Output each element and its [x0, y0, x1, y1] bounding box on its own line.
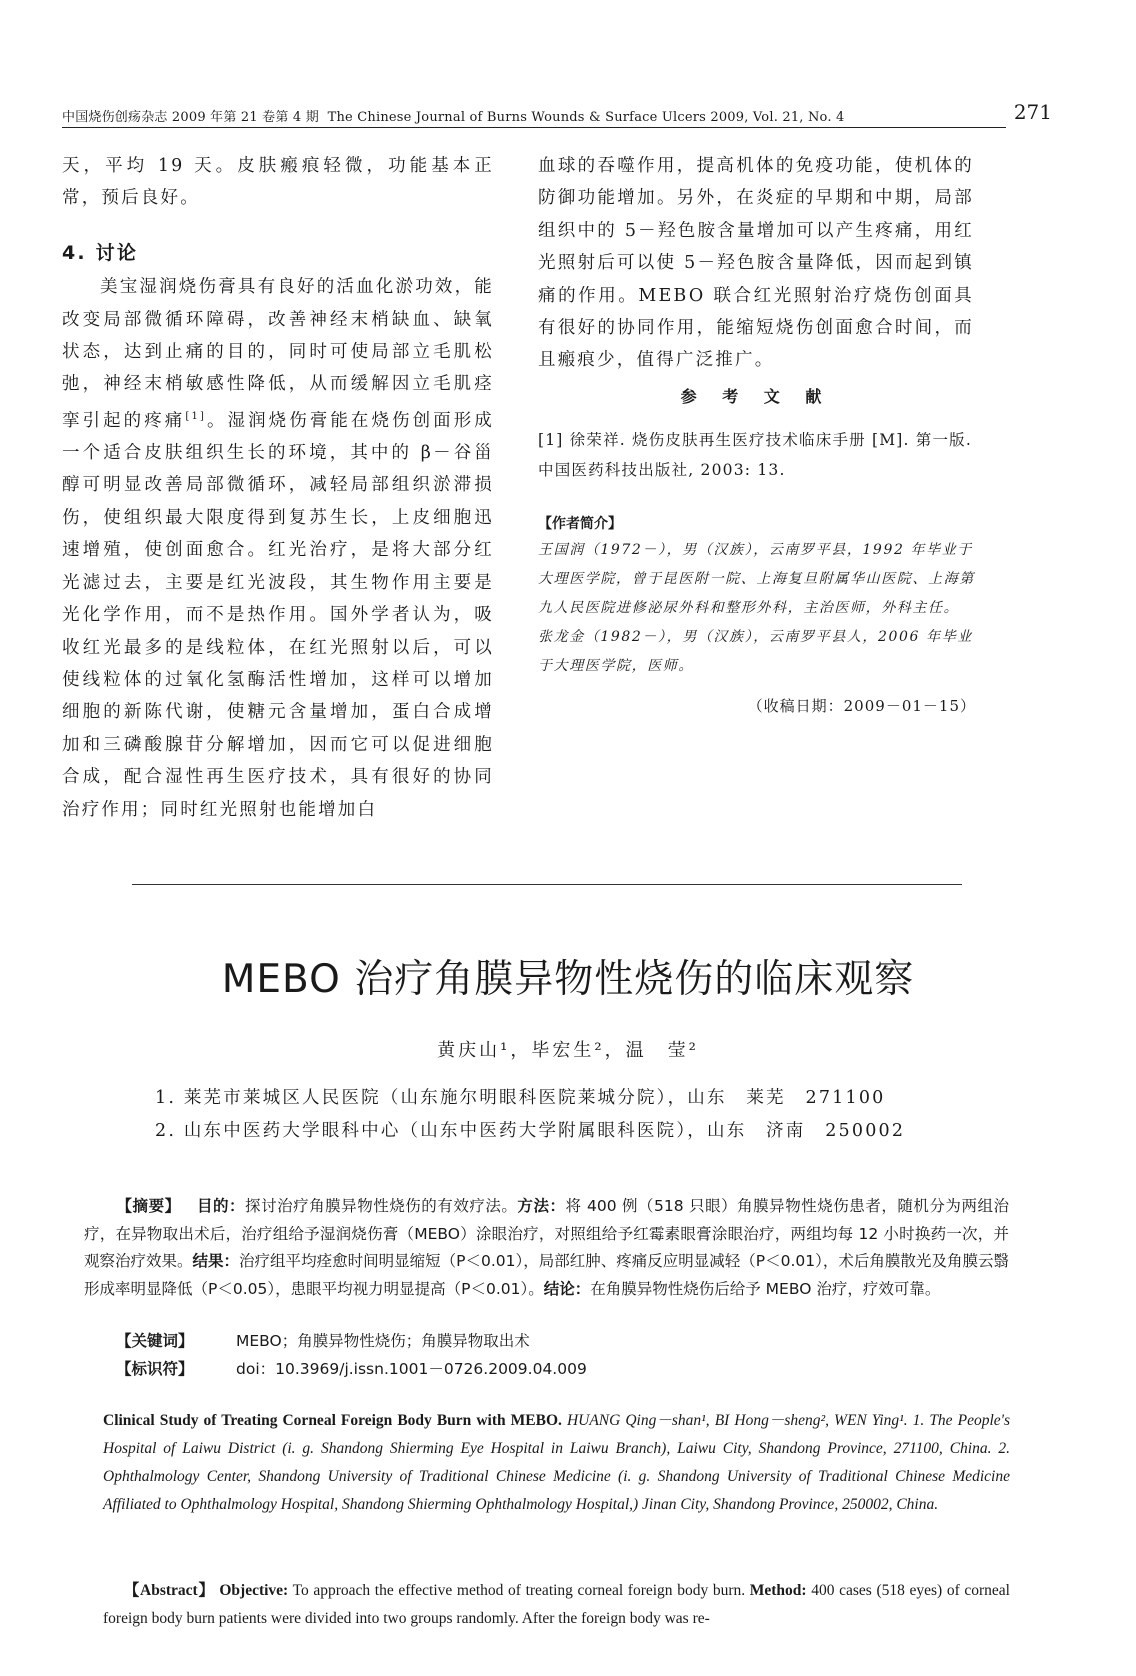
- discussion-text-2: 。湿润烧伤膏能在烧伤创面形成一个适合皮肤组织生长的环境，其中的 β－谷甾醇可明显改善局部微循环，减轻局部组织淤滞损伤，使组织最大限度得到复苏生长，上皮细胞迅速增殖，使创面愈合。红光治疗，是将大部分红光滤过去，主要是红光波段，其生物作用主要是光化学作用，而不是热作用。国外学者认为，吸收红光最多的是线粒体，在红光照射以后，可以使线粒体的过氧化氢酶活性增加，这样可以增加细胞的新陈代谢，使糖元含量增加，蛋白合成增加和三磷酸腺苷分解增加，因而它可以促进细胞合成，配合湿性再生医疗技术，具有很好的协同治疗作用；同时红光照射也能增加白: [62, 410, 494, 820]
- result-label: 结果：: [192, 1252, 240, 1270]
- references-title: 参 考 文 献: [680, 387, 832, 406]
- result-text: 治疗组平均痊愈时间明显缩短（P＜0.01），局部红肿、疼痛反应明显减轻（P＜0.01），术后角膜散光及角膜云翳形成率明显降低（P＜0.05），患眼平均视力明显提高（P＜0.01）。: [84, 1252, 1009, 1298]
- author-list: 黄庆山¹，毕宏生²，温 莹²: [437, 1040, 699, 1061]
- author-bio-heading: 【作者简介】: [538, 516, 622, 532]
- doi-label: 【标识符】: [116, 1360, 194, 1378]
- english-header: [103, 1407, 1010, 1519]
- affiliation-1: 1. 莱芜市莱城区人民医院（山东施尔明眼科医院莱城分院），山东 莱芜 271100: [155, 1088, 886, 1108]
- method-text: 将 400 例（518 只眼）角膜异物性烧伤患者，随机分为两组治疗，在异物取出术后，治疗组给予湿润烧伤膏（MEBO）涂眼治疗，对照组给予红霉素眼膏涂眼治疗，两组均每 12 小时换药一次，并观察治疗效果。: [84, 1197, 1009, 1270]
- objective-label: 目的：: [196, 1197, 246, 1215]
- keywords-line: [116, 1329, 530, 1351]
- continued-paragraph: 天，平均 19 天。皮肤瘢痕轻微，功能基本正常，预后良好。: [62, 156, 494, 209]
- running-header: [62, 106, 1006, 128]
- keywords-text: MEBO；角膜异物性烧伤；角膜异物取出术: [236, 1332, 530, 1350]
- abstract-zh: [84, 1193, 1009, 1303]
- english-title: Clinical Study of Treating Corneal Foreign Body Burn with MEBO.: [103, 1412, 562, 1429]
- method-text-en: 400 cases (518 eyes) of corneal foreign body burn patients were divided into two groups randomly. After the foreign body was re-: [103, 1582, 1010, 1627]
- continued-paragraph-right: 血球的吞噬作用，提高机体的免疫功能，使机体的防御功能增加。另外，在炎症的早期和中期，局部组织中的 5－羟色胺含量增加可以产生疼痛，用红光照射后可以使 5－羟色胺含量降低，因而起到镇痛的作用。MEBO 联合红光照射治疗烧伤创面具有很好的协同作用，能缩短烧伤创面愈合时间，而且瘢痕少，值得广泛推广。: [538, 156, 974, 371]
- right-column: [538, 150, 974, 377]
- method-label-en: Method:: [749, 1582, 807, 1599]
- discussion-text-1: 美宝湿润烧伤膏具有良好的活血化淤功效，能改变局部微循环障碍，改善神经末梢缺血、缺氧状态，达到止痛的目的，同时可使局部立毛肌松弛，神经末梢敏感性降低，从而缓解因立毛肌痉挛引起的疼痛: [62, 277, 494, 431]
- author-bio-2: 张龙金（1982－），男（汉族），云南罗平县人，2006 年毕业于大理医学院，医师。: [538, 629, 973, 674]
- citation-mark: [1]: [185, 410, 207, 422]
- received-date: （收稿日期：2009－01－15）: [747, 697, 976, 715]
- left-column: [62, 150, 494, 826]
- article-title: MEBO 治疗角膜异物性烧伤的临床观察: [221, 957, 915, 1002]
- objective-label-en: Objective:: [219, 1582, 289, 1599]
- affiliation-2: 2. 山东中医药大学眼科中心（山东中医药大学附属眼科医院），山东 济南 250002: [155, 1121, 906, 1141]
- author-bio-1: 王国润（1972－），男（汉族），云南罗平县，1992 年毕业于大理医学院，曾于昆医附一院、上海复旦附属华山医院、上海第九人民医院进修泌尿外科和整形外科，主治医师，外科主任。: [538, 542, 975, 616]
- doi-line: [116, 1357, 587, 1379]
- discussion-paragraph: [62, 271, 494, 826]
- keywords-label: 【关键词】: [116, 1332, 194, 1350]
- english-abstract: [103, 1577, 1010, 1633]
- journal-name-cn: 中国烧伤创疡杂志 2009 年第 21 卷第 4 期: [62, 110, 319, 125]
- conclusion-text: 在角膜异物性烧伤后给予 MEBO 治疗，疗效可靠。: [590, 1279, 941, 1298]
- section-divider: [132, 884, 962, 885]
- reference-item: [1] 徐荣祥. 烧伤皮肤再生医疗技术临床手册 [M]. 第一版. 中国医药科技出版社, 2003: 13.: [538, 431, 973, 479]
- abstract-label: 【摘要】: [116, 1197, 181, 1215]
- objective-text-en: To approach the effective method of treating corneal foreign body burn.: [292, 1582, 746, 1599]
- abstract-label-en: 【Abstract】: [123, 1582, 215, 1599]
- conclusion-label: 结论：: [543, 1279, 591, 1298]
- doi-text: doi：10.3969/j.issn.1001－0726.2009.04.009: [236, 1360, 587, 1378]
- journal-name-en: The Chinese Journal of Burns Wounds & Surface Ulcers 2009, Vol. 21, No. 4: [327, 110, 845, 125]
- objective-text: 探讨治疗角膜异物性烧伤的有效疗法。: [245, 1197, 518, 1215]
- section-heading: 4. 讨论: [62, 241, 139, 264]
- page-number: 271: [1013, 100, 1052, 124]
- english-authors-affiliations: HUANG Qing－shan¹, BI Hong－sheng², WEN Ying¹. 1. The People's Hospital of Laiwu District (i. g. Shandong Shierming Eye Hospital in Laiwu Branch), Laiwu City, Shandong Province, 271100, China. 2. Ophthalmology Center, Shandong University of Traditional Chinese Medicine (i. g. Shandong University of Traditional Chinese Medicine Affiliated to Ophthalmology Hospital, Shandong Shierming Ophthalmology Hospital,) Jinan City, Shandong Province, 250002, China.: [103, 1412, 1010, 1513]
- method-label: 方法：: [517, 1197, 566, 1215]
